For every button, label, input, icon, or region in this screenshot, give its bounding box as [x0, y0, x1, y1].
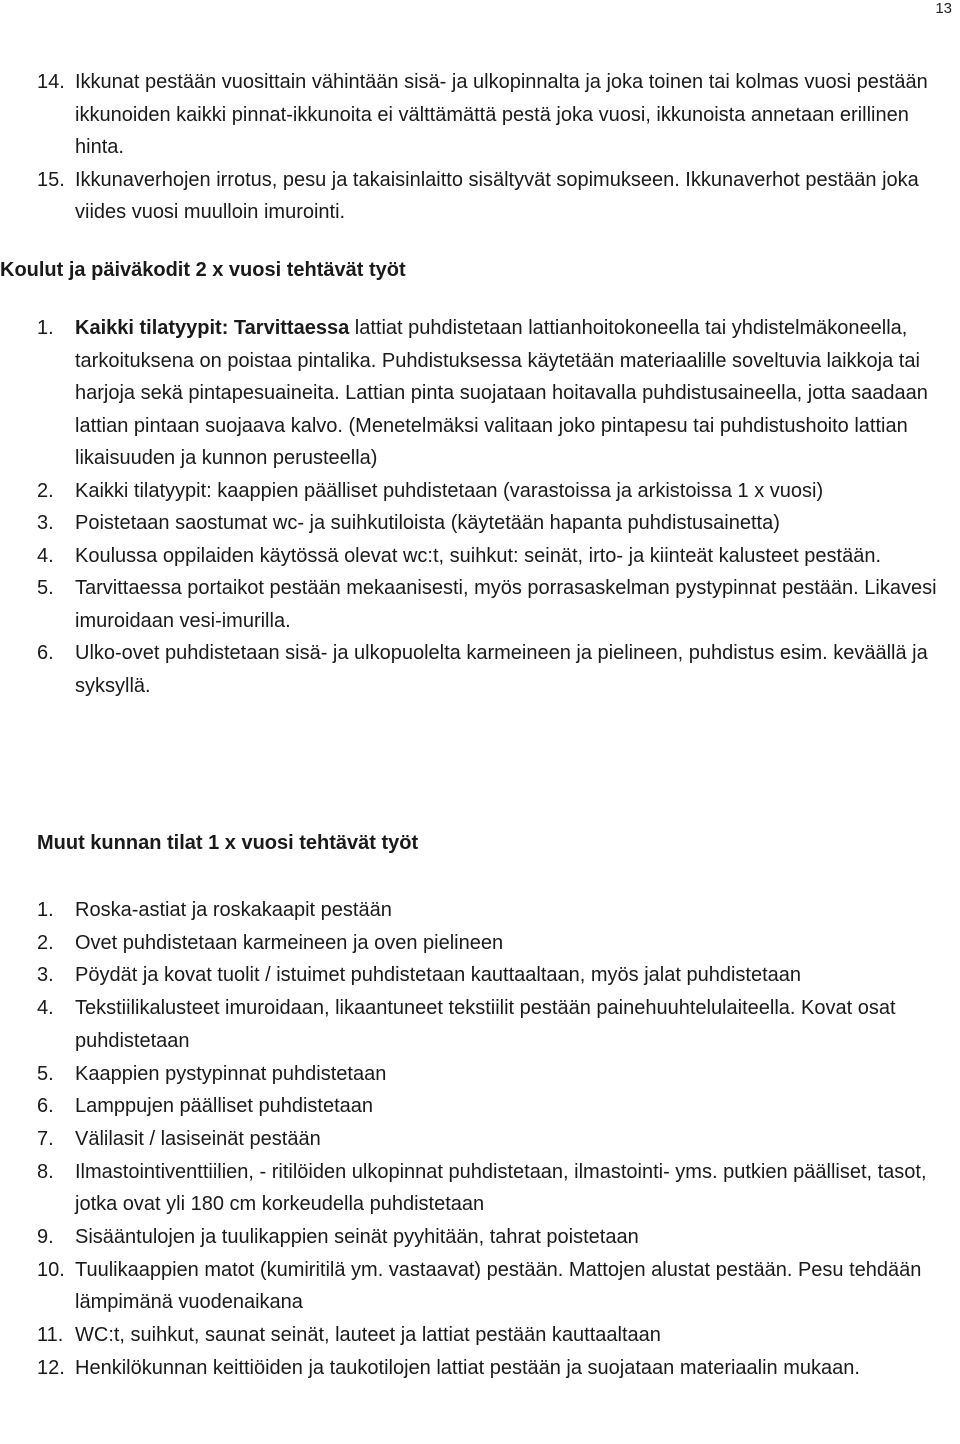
list-item-text: Kaappien pystypinnat puhdistetaan	[75, 1062, 387, 1085]
list-item	[37, 164, 954, 229]
section-heading-other-facilities: Muut kunnan tilat 1 x vuosi tehtävät työt	[37, 832, 419, 854]
list-item	[37, 1058, 954, 1091]
list-item-text: Välilasit / lasiseinät pestään	[75, 1127, 321, 1150]
list-item-text: Ilmastointiventtiilien, - ritilöiden ulkopinnat puhdistetaan, ilmastointi- yms. putkien päälliset, tasot, jotka ovat yli 180 cm korkeudella puhdistetaan	[75, 1160, 927, 1216]
list-item-text: Roska-astiat ja roskakaapit pestään	[75, 899, 392, 921]
list-item-text: Ikkunat pestään vuosittain vähintään sisä- ja ulkopinnalta ja joka toinen tai kolmas vuosi pestään ikkunoiden kaikki pinnat-ikkunoita ei välttämättä pestä joka vuosi, ikkunoista annetaan erillinen hinta.	[75, 71, 928, 158]
list-item-text: WC:t, suihkut, saunat seinät, lauteet ja lattiat pestään kauttaaltaan	[75, 1324, 661, 1347]
list-item-number: 11.	[37, 1324, 64, 1347]
list-item-number: 5.	[37, 1062, 54, 1085]
list-item-number: 14.	[37, 71, 65, 93]
list-item	[37, 927, 954, 960]
list-item-number: 9.	[37, 1226, 54, 1249]
list-item-rest: lattiat puhdistetaan lattianhoitokoneella tai yhdistelmäkoneella, tarkoituksena on poistaa pintalika. Puhdistuksessa käytetään materiaalille soveltuvia laikkoja tai harjoja sekä pintapesuaineita. Lattian pinta suojataan hoitavalla puhdistusaineella, jotta saadaan lattian pintaan suojaava kalvo. (Menetelmäksi valitaan joko pintapesu tai puhdistushoito lattian likaisuuden ja kunnon perusteella)	[75, 317, 928, 469]
list-item-text: Tuulikaappien matot (kumiritilä ym. vastaavat) pestään. Mattojen alustat pestään. Pesu tehdään lämpimänä vuodenaikana	[75, 1258, 922, 1314]
list-item-number: 1.	[37, 899, 54, 921]
list-item	[37, 540, 954, 573]
list-item-number: 4.	[37, 997, 54, 1020]
list-item	[37, 66, 954, 164]
list-item-number: 15.	[37, 168, 65, 191]
list-item-text: Ikkunaverhojen irrotus, pesu ja takaisinlaitto sisältyvät sopimukseen. Ikkunaverhot pestään joka viides vuosi muulloin imurointi.	[75, 168, 919, 223]
list-item-number: 3.	[37, 964, 54, 987]
list-item-number: 6.	[37, 642, 54, 664]
list-item-number: 10.	[37, 1258, 65, 1281]
list-item-bold-lead: Kaikki tilatyypit: Tarvittaessa	[75, 317, 350, 339]
cleaning-list-other-facilities	[37, 894, 954, 1385]
list-item	[37, 1156, 954, 1221]
list-item	[37, 959, 954, 992]
list-item-text: Ulko-ovet puhdistetaan sisä- ja ulkopuolelta karmeineen ja pielineen, puhdistus esim. keväällä ja syksyllä.	[75, 642, 928, 697]
list-item-text: Henkilökunnan keittiöiden ja taukotilojen lattiat pestään ja suojataan materiaalin mukaan.	[75, 1356, 860, 1379]
list-item-text: Koulussa oppilaiden käytössä olevat wc:t, suihkut: seinät, irto- ja kiinteät kalusteet pestään.	[75, 544, 882, 567]
list-item-number: 12.	[37, 1356, 65, 1379]
list-item-text: Ovet puhdistetaan karmeineen ja oven pielineen	[75, 931, 504, 954]
section-heading-schools: Koulut ja päiväkodit 2 x vuosi tehtävät työt	[0, 259, 406, 281]
list-item-number: 2.	[37, 931, 54, 954]
list-item-text	[75, 312, 954, 475]
list-item	[37, 1254, 954, 1319]
list-item-number: 2.	[37, 479, 54, 502]
list-item-number: 1.	[37, 317, 54, 339]
list-item-number: 6.	[37, 1095, 54, 1118]
list-item	[37, 637, 954, 702]
list-item-text: Lamppujen päälliset puhdistetaan	[75, 1095, 373, 1118]
list-item	[37, 312, 954, 475]
list-item	[37, 1352, 954, 1385]
cleaning-list-windows	[37, 66, 954, 229]
list-item-number: 5.	[37, 577, 54, 599]
list-item	[37, 572, 954, 637]
list-item	[37, 1319, 954, 1352]
list-item-text: Kaikki tilatyypit: kaappien päälliset puhdistetaan (varastoissa ja arkistoissa 1 x vuosi)	[75, 479, 824, 502]
list-item-text: Pöydät ja kovat tuolit / istuimet puhdistetaan kauttaaltaan, myös jalat puhdistetaan	[75, 964, 801, 987]
list-item-text: Sisääntulojen ja tuulikappien seinät pyyhitään, tahrat poistetaan	[75, 1226, 639, 1249]
list-item	[37, 1123, 954, 1156]
list-item-number: 7.	[37, 1127, 54, 1150]
list-item-text: Tarvittaessa portaikot pestään mekaanisesti, myös porrasaskelman pystypinnat pestään. Likavesi imuroidaan vesi-imurilla.	[75, 577, 937, 632]
list-item	[37, 475, 954, 508]
list-item	[37, 1221, 954, 1254]
page-number: 13	[935, 0, 952, 17]
list-item-text: Poistetaan saostumat wc- ja suihkutiloista (käytetään hapanta puhdistusainetta)	[75, 512, 780, 534]
list-item	[37, 894, 954, 927]
list-item	[37, 1090, 954, 1123]
list-item-text: Tekstiilikalusteet imuroidaan, likaantuneet tekstiilit pestään painehuuhtelulaiteella. Kovat osat puhdistetaan	[75, 997, 896, 1052]
list-item	[37, 507, 954, 540]
list-item-number: 4.	[37, 544, 54, 567]
list-item-number: 3.	[37, 512, 54, 534]
list-item-number: 8.	[37, 1160, 54, 1183]
cleaning-list-schools	[37, 312, 954, 702]
list-item	[37, 992, 954, 1057]
